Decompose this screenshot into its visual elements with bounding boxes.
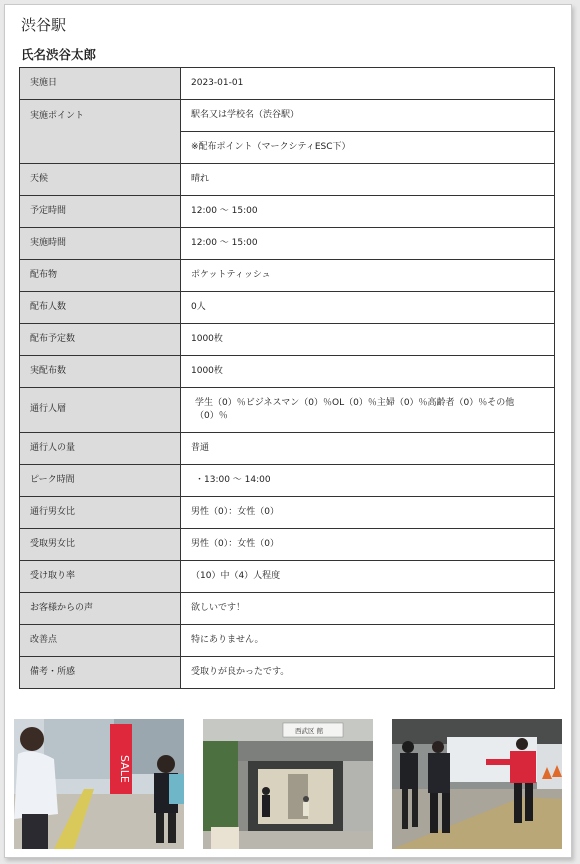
row-label-peak: ピーク時間 — [20, 465, 181, 497]
table-row — [20, 465, 555, 497]
row-label-item: 配布物 — [20, 260, 181, 292]
row-value-planned-time: 12:00 〜 15:00 — [181, 196, 555, 228]
row-value-passerby: 学生（0）％ビジネスマン（0）％OL（0）％主婦（0）％高齢者（0）％その他（0）％ — [181, 388, 555, 433]
row-value-planned-count: 1000枚 — [181, 324, 555, 356]
table-row — [20, 593, 555, 625]
table-row — [20, 196, 555, 228]
report-table — [19, 67, 555, 689]
row-label-improvement: 改善点 — [20, 625, 181, 657]
row-label-passer-ratio: 通行男女比 — [20, 497, 181, 529]
photo-gallery — [14, 719, 562, 851]
table-row — [20, 68, 555, 100]
row-label-receiver-ratio: 受取男女比 — [20, 529, 181, 561]
table-row — [20, 657, 555, 689]
report-sheet — [4, 4, 572, 858]
row-value-point-station: 駅名又は学校名（渋谷駅） — [181, 100, 555, 132]
station-sign-text: 西武区 館 — [295, 727, 324, 735]
row-label-planned-time: 予定時間 — [20, 196, 181, 228]
row-label-people: 配布人数 — [20, 292, 181, 324]
row-label-actual-time: 実施時間 — [20, 228, 181, 260]
row-label-notes: 備考・所感 — [20, 657, 181, 689]
photo-street-sale — [14, 719, 184, 849]
row-label-traffic: 通行人の量 — [20, 433, 181, 465]
table-row — [20, 324, 555, 356]
row-label-point: 実施ポイント — [20, 100, 181, 164]
row-value-improvement: 特にありません。 — [181, 625, 555, 657]
row-value-actual-time: 12:00 〜 15:00 — [181, 228, 555, 260]
table-row — [20, 292, 555, 324]
row-label-weather: 天候 — [20, 164, 181, 196]
table-row — [20, 433, 555, 465]
row-value-item: ポケットティッシュ — [181, 260, 555, 292]
table-row — [20, 100, 555, 132]
table-row — [20, 388, 555, 433]
row-value-notes: 受取りが良かったです。 — [181, 657, 555, 689]
row-value-date: 2023-01-01 — [181, 68, 555, 100]
photo-station-entrance — [203, 719, 373, 849]
row-label-passerby: 通行人層 — [20, 388, 181, 433]
row-label-planned-count: 配布予定数 — [20, 324, 181, 356]
row-value-peak: ・13:00 〜 14:00 — [181, 465, 555, 497]
table-row — [20, 625, 555, 657]
row-value-passer-ratio: 男性（0）：女性（0） — [181, 497, 555, 529]
row-label-date: 実施日 — [20, 68, 181, 100]
table-row — [20, 164, 555, 196]
row-value-weather: 晴れ — [181, 164, 555, 196]
person-name: 氏名渋谷太郎 — [21, 47, 97, 62]
row-value-receiver-ratio: 男性（0）：女性（0） — [181, 529, 555, 561]
row-value-people: 0人 — [181, 292, 555, 324]
row-value-receive-rate: （10）中（4）人程度 — [181, 561, 555, 593]
table-row — [20, 228, 555, 260]
photo-distribution — [392, 719, 562, 849]
row-value-actual-count: 1000枚 — [181, 356, 555, 388]
table-row — [20, 497, 555, 529]
row-value-traffic: 普通 — [181, 433, 555, 465]
row-label-receive-rate: 受け取り率 — [20, 561, 181, 593]
table-row — [20, 561, 555, 593]
row-value-customer-voice: 欲しいです！ — [181, 593, 555, 625]
sale-banner-text: SALE — [118, 755, 131, 783]
table-row — [20, 260, 555, 292]
row-label-actual-count: 実配布数 — [20, 356, 181, 388]
station-title: 渋谷駅 — [21, 16, 67, 34]
row-value-point-spot: ※配布ポイント（マークシティESC下） — [181, 132, 555, 164]
row-label-customer-voice: お客様からの声 — [20, 593, 181, 625]
table-row — [20, 529, 555, 561]
table-row — [20, 356, 555, 388]
